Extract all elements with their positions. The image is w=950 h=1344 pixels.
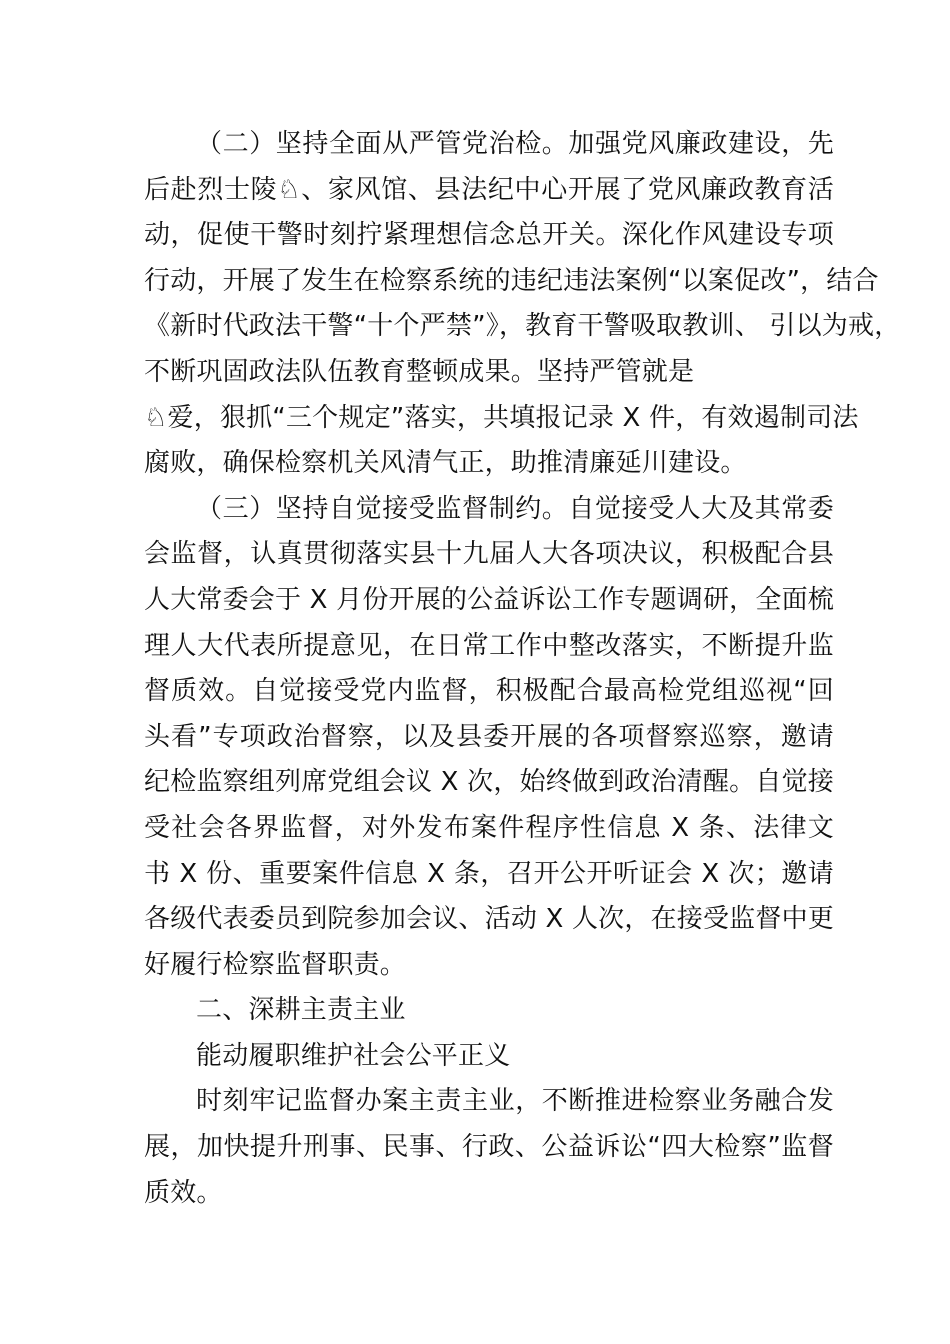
text-line: ♘爱，狠抓“三个规定”落实，共填报记录 X 件，有效遏制司法 [144, 402, 859, 433]
text-line: 各级代表委员到院参加会议、活动 X 人次，在接受监督中更 [144, 904, 834, 935]
text-line: 会监督，认真贯彻落实县十九届人大各项决议，积极配合县 [144, 539, 834, 570]
text-line: 时刻牢记监督办案主责主业，不断推进检察业务融合发 [196, 1086, 834, 1117]
text-line: 《新时代政法干警“十个严禁”》，教育干警吸取教训、 引以为戒， [144, 311, 901, 342]
text-line: 人大常委会于 X 月份开展的公益诉讼工作专题调研，全面梳 [144, 584, 834, 615]
text-line: 督质效。自觉接受党内监督，积极配合最高检党组巡视“回 [144, 676, 834, 707]
text-line: 行动，开展了发生在检察系统的违纪违法案例“以案促改”，结合 [144, 265, 879, 296]
text-line: 腐败，确保检察机关风清气正，助推清廉延川建设。 [144, 448, 747, 479]
section-subheading: 能动履职维护社会公平正义 [196, 1040, 511, 1071]
text-line: （三）坚持自觉接受监督制约。自觉接受人大及其常委 [196, 493, 834, 524]
text-line: 理人大代表所提意见，在日常工作中整改落实，不断提升监 [144, 630, 834, 661]
text-line: 受社会各界监督，对外发布案件程序性信息 X 条、法律文 [144, 812, 834, 843]
body-text [144, 122, 901, 1216]
section-heading: 二、深耕主责主业 [196, 995, 406, 1026]
text-line: 展，加快提升刑事、民事、行政、公益诉讼“四大检察”监督 [144, 1132, 834, 1163]
text-line: 好履行检察监督职责。 [144, 949, 407, 980]
text-line: 纪检监察组列席党组会议 X 次，始终做到政治清醒。自觉接 [144, 767, 834, 798]
text-line: 动，促使干警时刻拧紧理想信念总开关。深化作风建设专项 [144, 220, 834, 251]
text-line: 不断巩固政法队伍教育整顿成果。坚持严管就是 [144, 356, 695, 387]
text-line: （二）坚持全面从严管党治检。加强党风廉政建设，先 [196, 129, 834, 159]
text-line: 质效。 [144, 1177, 223, 1208]
text-line: 后赴烈士陵♘、家风馆、县法纪中心开展了党风廉政教育活 [144, 174, 834, 205]
text-line: 书 X 份、重要案件信息 X 条，召开公开听证会 X 次；邀请 [144, 858, 834, 889]
text-line: 头看”专项政治督察，以及县委开展的各项督察巡察，邀请 [144, 721, 834, 752]
